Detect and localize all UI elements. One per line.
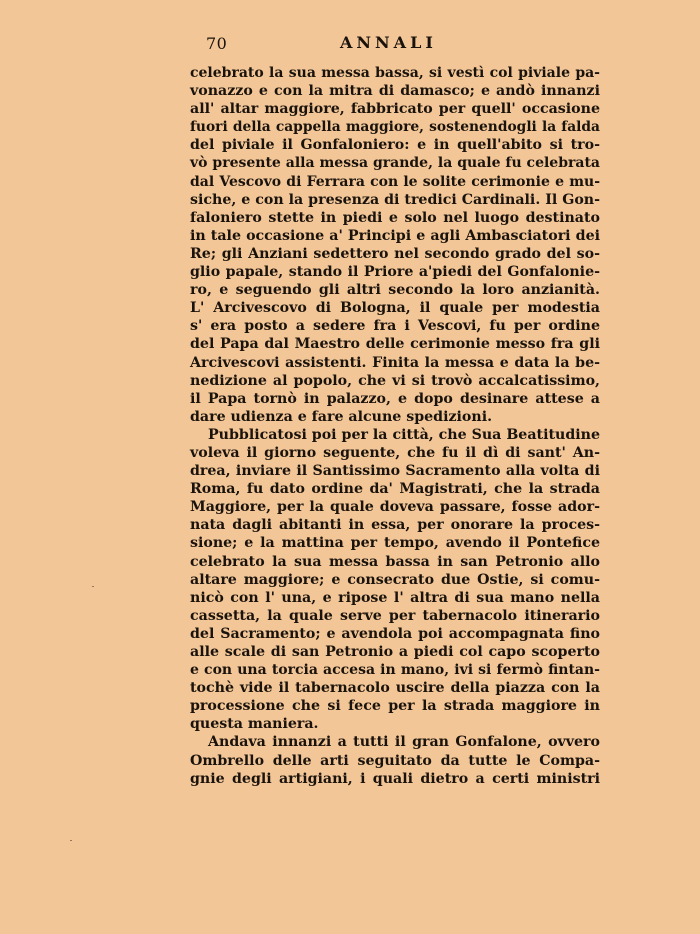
text-line: tochè vide il tabernacolo uscire della piazza con la [190, 680, 600, 697]
text-line: Re; gli Anziani sedettero nel secondo grado del so- [190, 245, 600, 262]
text-line: dare udienza e fare alcune spedizioni. [190, 408, 493, 425]
text-line: celebrato la sua messa bassa in san Petronio allo [190, 553, 600, 570]
text-line: e con una torcia accesa in mano, ivi si fermò fintan- [190, 662, 600, 679]
paper-speck [92, 586, 94, 587]
text-line: s' era posto a sedere fra i Vescovi, fu per ordine [190, 318, 600, 335]
text-line: nedizione al popolo, che vi si trovò accalcatissimo, [190, 372, 600, 389]
text-line: faloniero stette in piedi e solo nel luogo destinato [190, 209, 600, 226]
text-line: glio papale, stando il Priore a'piedi del Gonfalonie- [190, 264, 600, 281]
text-line: alle scale di san Petronio a piedi col capo scoperto [190, 644, 600, 660]
text-line: nicò con l' una, e ripose l' altra di sua mano nella [190, 589, 600, 606]
text-line: in tale occasione a' Principi e agli Ambasciatori dei [190, 227, 600, 244]
text-line: sione; e la mattina per tempo, avendo il Pontefice [190, 535, 600, 552]
paper-speck [70, 840, 72, 841]
body-text [190, 64, 600, 788]
text-line: Maggiore, per la quale doveva passare, fosse ador- [190, 499, 600, 516]
page-number: 70 [206, 34, 228, 53]
text-line: Ombrello delle arti seguitato da tutte le Compa- [190, 752, 600, 769]
text-line: all' altar maggiore, fabbricato per quell' occasione [190, 101, 600, 118]
text-line: L' Arcivescovo di Bologna, il quale per modestia [190, 300, 600, 317]
text-line: il Papa tornò in palazzo, e dopo desinare attese a [190, 390, 600, 407]
text-line: processione che si fece per la strada maggiore in [190, 698, 600, 715]
running-title: ANNALI [340, 33, 437, 52]
text-line: voleva il giorno seguente, che fu il dì di sant' An- [190, 444, 600, 461]
text-line: Pubblicatosi poi per la città, che Sua Beatitudine [208, 426, 600, 443]
text-line: altare maggiore; e consecrato due Ostie, si comu- [190, 571, 600, 588]
text-line: Arcivescovi assistenti. Finita la messa e data la be- [190, 354, 600, 371]
text-line: ro, e seguendo gli altri secondo la loro anzianità. [190, 282, 600, 299]
text-line: siche, e con la presenza di tredici Cardinali. Il Gon- [190, 191, 600, 208]
text-line: vò presente alla messa grande, la quale fu celebrata [190, 155, 600, 172]
text-line: gnie degli artigiani, i quali dietro a certi ministri [190, 770, 600, 787]
text-line: drea, inviare il Santissimo Sacramento alla volta di [190, 463, 600, 480]
text-line: Roma, fu dato ordine da' Magistrati, che la strada [190, 481, 600, 498]
text-line: nata dagli abitanti in essa, per onorare la proces- [190, 517, 600, 534]
text-line: dal Vescovo di Ferrara con le solite cerimonie e mu- [190, 173, 600, 190]
text-line: fuori della cappella maggiore, sostenendogli la falda [190, 119, 600, 136]
text-line: vonazzo e con la mitra di damasco; e andò innanzi [190, 83, 600, 100]
text-line: del piviale il Gonfaloniero: e in quell'abito si tro- [190, 137, 600, 154]
text-line: cassetta, la quale serve per tabernacolo itinerario [190, 607, 600, 624]
text-line: questa maniera. [190, 716, 319, 733]
text-line: del Papa dal Maestro delle cerimonie messo fra gli [190, 336, 600, 353]
text-line: Andava innanzi a tutti il gran Gonfalone, ovvero [208, 734, 600, 751]
text-line: celebrato la sua messa bassa, si vestì col piviale pa- [190, 65, 600, 81]
text-line: del Sacramento; e avendola poi accompagnata fino [190, 625, 600, 642]
